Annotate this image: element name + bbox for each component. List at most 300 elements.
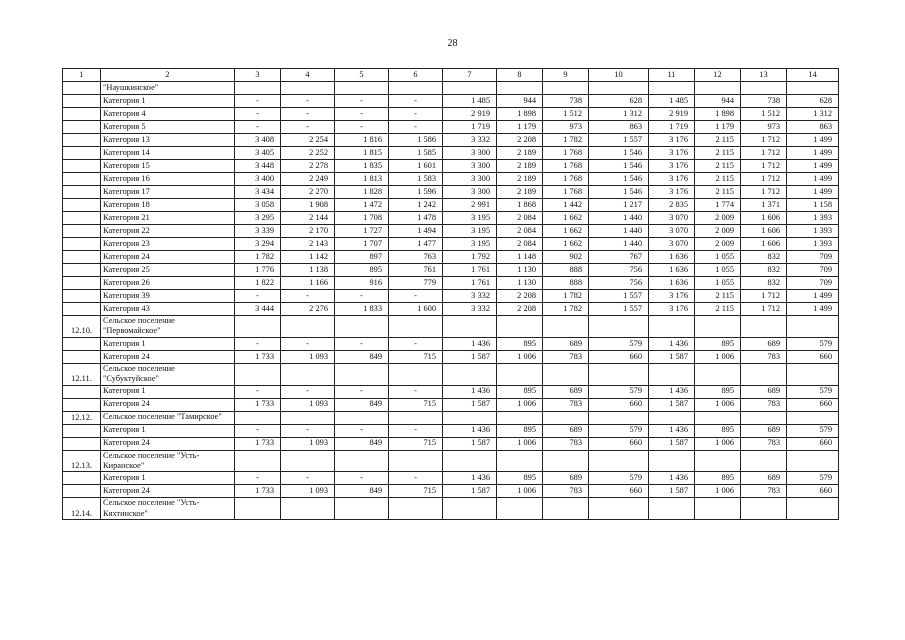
empty-cell — [281, 363, 335, 385]
value-cell: 1 585 — [389, 147, 443, 160]
value-cell: 2 084 — [497, 238, 543, 251]
value-cell: 3 400 — [235, 173, 281, 186]
value-cell: 738 — [543, 95, 589, 108]
empty-cell — [787, 498, 839, 520]
empty-cell — [443, 498, 497, 520]
value-cell: 888 — [543, 277, 589, 290]
empty-cell — [497, 363, 543, 385]
value-cell: 3 176 — [649, 303, 695, 316]
value-cell: 1 093 — [281, 350, 335, 363]
row-number — [63, 121, 101, 134]
value-cell: 1 908 — [281, 199, 335, 212]
value-cell: 895 — [695, 472, 741, 485]
value-cell: - — [281, 95, 335, 108]
value-cell: - — [235, 385, 281, 398]
value-cell: 1 436 — [649, 472, 695, 485]
value-cell: 3 176 — [649, 173, 695, 186]
row-number — [63, 160, 101, 173]
empty-cell — [235, 363, 281, 385]
category-name: Категория 43 — [101, 303, 235, 316]
value-cell: 1 782 — [235, 251, 281, 264]
value-cell: 783 — [741, 437, 787, 450]
row-number — [63, 264, 101, 277]
empty-cell — [543, 363, 589, 385]
value-cell: 689 — [543, 472, 589, 485]
value-cell: 2 170 — [281, 225, 335, 238]
row-number — [63, 199, 101, 212]
value-cell: 1 868 — [497, 199, 543, 212]
value-cell: 1 712 — [741, 147, 787, 160]
value-cell: 849 — [335, 437, 389, 450]
row-number — [63, 95, 101, 108]
value-cell: 2 208 — [497, 134, 543, 147]
value-cell: 1 662 — [543, 212, 589, 225]
value-cell: 660 — [589, 398, 649, 411]
value-cell: 1 148 — [497, 251, 543, 264]
value-cell: 783 — [543, 398, 589, 411]
table-row — [63, 350, 839, 363]
value-cell: 1 499 — [787, 160, 839, 173]
empty-cell — [443, 316, 497, 338]
row-number — [63, 398, 101, 411]
table-row — [63, 212, 839, 225]
value-cell: 660 — [589, 485, 649, 498]
value-cell: 3 332 — [443, 290, 497, 303]
value-cell: 709 — [787, 264, 839, 277]
column-number-header: 5 — [335, 69, 389, 82]
empty-cell — [497, 450, 543, 472]
row-number — [63, 485, 101, 498]
value-cell: 1 440 — [589, 238, 649, 251]
value-cell: 1 719 — [443, 121, 497, 134]
value-cell: 1 733 — [235, 485, 281, 498]
value-cell: - — [335, 95, 389, 108]
value-cell: 1 776 — [235, 264, 281, 277]
value-cell: 1 727 — [335, 225, 389, 238]
empty-cell — [235, 498, 281, 520]
empty-cell — [389, 316, 443, 338]
empty-cell — [741, 363, 787, 385]
empty-cell — [235, 411, 281, 424]
category-name: Категория 16 — [101, 173, 235, 186]
value-cell: - — [335, 424, 389, 437]
value-cell: - — [235, 472, 281, 485]
section-row — [63, 498, 839, 520]
value-cell: 2 919 — [443, 108, 497, 121]
value-cell: 689 — [543, 424, 589, 437]
column-number-header: 3 — [235, 69, 281, 82]
row-number — [63, 134, 101, 147]
value-cell: 1 792 — [443, 251, 497, 264]
value-cell: 579 — [589, 424, 649, 437]
value-cell: 1 600 — [389, 303, 443, 316]
value-cell: 2 115 — [695, 134, 741, 147]
value-cell: 2 189 — [497, 173, 543, 186]
value-cell: 1 587 — [443, 350, 497, 363]
value-cell: 832 — [741, 277, 787, 290]
value-cell: 1 055 — [695, 264, 741, 277]
value-cell: 579 — [787, 385, 839, 398]
row-number — [63, 472, 101, 485]
value-cell: 579 — [589, 385, 649, 398]
category-name: Категория 14 — [101, 147, 235, 160]
value-cell: 1 093 — [281, 485, 335, 498]
value-cell: 1 485 — [443, 95, 497, 108]
value-cell: 895 — [497, 337, 543, 350]
value-cell: 3 448 — [235, 160, 281, 173]
value-cell: 2 252 — [281, 147, 335, 160]
value-cell: 3 408 — [235, 134, 281, 147]
value-cell: 1 546 — [589, 186, 649, 199]
empty-cell — [741, 316, 787, 338]
empty-cell — [335, 450, 389, 472]
value-cell: 1 179 — [695, 121, 741, 134]
value-cell: - — [235, 108, 281, 121]
table-row — [63, 277, 839, 290]
category-name: Категория 26 — [101, 277, 235, 290]
value-cell: 1 546 — [589, 173, 649, 186]
value-cell: - — [281, 424, 335, 437]
value-cell: 689 — [741, 472, 787, 485]
value-cell: - — [281, 108, 335, 121]
section-row — [63, 82, 839, 95]
value-cell: 579 — [787, 337, 839, 350]
value-cell: 1 774 — [695, 199, 741, 212]
table-row — [63, 264, 839, 277]
value-cell: 1 586 — [389, 134, 443, 147]
value-cell: - — [235, 424, 281, 437]
table-header-row — [63, 69, 839, 82]
value-cell: 579 — [589, 472, 649, 485]
value-cell: 1 546 — [589, 147, 649, 160]
empty-cell — [695, 82, 741, 95]
category-name: Категория 13 — [101, 134, 235, 147]
value-cell: 1 242 — [389, 199, 443, 212]
empty-cell — [443, 82, 497, 95]
value-cell: - — [335, 385, 389, 398]
row-number — [63, 108, 101, 121]
value-cell: 1 898 — [497, 108, 543, 121]
value-cell: 973 — [543, 121, 589, 134]
section-row — [63, 411, 839, 424]
value-cell: 1 006 — [497, 437, 543, 450]
row-number — [63, 238, 101, 251]
row-number — [63, 337, 101, 350]
empty-cell — [543, 316, 589, 338]
row-number — [63, 277, 101, 290]
value-cell: 1 312 — [589, 108, 649, 121]
value-cell: 1 557 — [589, 290, 649, 303]
value-cell: 3 176 — [649, 134, 695, 147]
value-cell: - — [335, 290, 389, 303]
value-cell: 579 — [787, 472, 839, 485]
table-row — [63, 199, 839, 212]
value-cell: 1 898 — [695, 108, 741, 121]
empty-cell — [695, 450, 741, 472]
empty-cell — [543, 82, 589, 95]
value-cell: - — [389, 121, 443, 134]
value-cell: 1 761 — [443, 264, 497, 277]
value-cell: 2 208 — [497, 290, 543, 303]
value-cell: 1 636 — [649, 251, 695, 264]
value-cell: 1 587 — [443, 437, 497, 450]
value-cell: 1 546 — [589, 160, 649, 173]
value-cell: 1 512 — [543, 108, 589, 121]
value-cell: 1 130 — [497, 264, 543, 277]
value-cell: 1 557 — [589, 134, 649, 147]
category-name: Категория 1 — [101, 385, 235, 398]
value-cell: 1 712 — [741, 134, 787, 147]
table-row — [63, 238, 839, 251]
value-cell: 1 393 — [787, 212, 839, 225]
value-cell: 1 436 — [649, 385, 695, 398]
value-cell: 715 — [389, 485, 443, 498]
table-row — [63, 337, 839, 350]
value-cell: 3 295 — [235, 212, 281, 225]
empty-cell — [787, 363, 839, 385]
value-cell: 1 587 — [649, 437, 695, 450]
value-cell: 895 — [335, 264, 389, 277]
empty-cell — [741, 450, 787, 472]
value-cell: 1 006 — [497, 485, 543, 498]
value-cell: - — [389, 472, 443, 485]
value-cell: 2 009 — [695, 225, 741, 238]
empty-cell — [589, 411, 649, 424]
value-cell: 1 712 — [741, 173, 787, 186]
value-cell: 2 991 — [443, 199, 497, 212]
category-name: Категория 24 — [101, 437, 235, 450]
table-row — [63, 121, 839, 134]
value-cell: - — [389, 385, 443, 398]
value-cell: - — [389, 108, 443, 121]
value-cell: 1 768 — [543, 147, 589, 160]
value-cell: 1 436 — [443, 472, 497, 485]
row-number — [63, 186, 101, 199]
value-cell: 1 436 — [443, 385, 497, 398]
value-cell: - — [389, 424, 443, 437]
value-cell: 715 — [389, 398, 443, 411]
value-cell: 1 006 — [695, 398, 741, 411]
value-cell: 3 070 — [649, 212, 695, 225]
value-cell: 2 189 — [497, 186, 543, 199]
table-row — [63, 186, 839, 199]
category-name: Категория 17 — [101, 186, 235, 199]
section-row — [63, 363, 839, 385]
empty-cell — [443, 450, 497, 472]
value-cell: 1 499 — [787, 147, 839, 160]
value-cell: 2 115 — [695, 303, 741, 316]
value-cell: 1 768 — [543, 160, 589, 173]
value-cell: 3 176 — [649, 147, 695, 160]
value-cell: 2 208 — [497, 303, 543, 316]
value-cell: 1 733 — [235, 398, 281, 411]
row-number — [63, 225, 101, 238]
value-cell: 1 055 — [695, 277, 741, 290]
value-cell: 715 — [389, 437, 443, 450]
value-cell: 660 — [787, 398, 839, 411]
section-name: Сельское поселение "Субуктуйское" — [101, 363, 235, 385]
value-cell: 3 070 — [649, 238, 695, 251]
row-number — [63, 385, 101, 398]
value-cell: 1 768 — [543, 173, 589, 186]
category-name: Категория 15 — [101, 160, 235, 173]
value-cell: 895 — [497, 385, 543, 398]
value-cell: - — [235, 95, 281, 108]
empty-cell — [543, 450, 589, 472]
value-cell: 1 006 — [695, 485, 741, 498]
column-number-header: 1 — [63, 69, 101, 82]
column-number-header: 10 — [589, 69, 649, 82]
category-name: Категория 21 — [101, 212, 235, 225]
empty-cell — [335, 363, 389, 385]
value-cell: 1 436 — [443, 337, 497, 350]
value-cell: 738 — [741, 95, 787, 108]
section-name: Сельское поселение "Усть-Кяхтинское" — [101, 498, 235, 520]
value-cell: 1 093 — [281, 398, 335, 411]
column-number-header: 7 — [443, 69, 497, 82]
value-cell: 761 — [389, 264, 443, 277]
value-cell: - — [389, 290, 443, 303]
value-cell: 689 — [741, 385, 787, 398]
value-cell: 1 596 — [389, 186, 443, 199]
empty-cell — [695, 498, 741, 520]
table-row — [63, 225, 839, 238]
value-cell: 1 055 — [695, 251, 741, 264]
value-cell: 660 — [589, 437, 649, 450]
value-cell: 1 587 — [649, 398, 695, 411]
value-cell: 1 006 — [695, 437, 741, 450]
value-cell: 2 143 — [281, 238, 335, 251]
value-cell: 863 — [787, 121, 839, 134]
page-number: 28 — [447, 38, 458, 49]
value-cell: 1 494 — [389, 225, 443, 238]
value-cell: 2 835 — [649, 199, 695, 212]
row-number — [63, 437, 101, 450]
empty-cell — [235, 450, 281, 472]
value-cell: 1 712 — [741, 303, 787, 316]
value-cell: 2 249 — [281, 173, 335, 186]
value-cell: 3 300 — [443, 186, 497, 199]
empty-cell — [335, 82, 389, 95]
empty-cell — [787, 316, 839, 338]
value-cell: 1 006 — [497, 398, 543, 411]
value-cell: - — [235, 121, 281, 134]
value-cell: 1 138 — [281, 264, 335, 277]
category-name: Категория 24 — [101, 350, 235, 363]
value-cell: 1 371 — [741, 199, 787, 212]
value-cell: 3 058 — [235, 199, 281, 212]
empty-cell — [649, 363, 695, 385]
value-cell: 2 254 — [281, 134, 335, 147]
value-cell: - — [281, 121, 335, 134]
value-cell: 1 601 — [389, 160, 443, 173]
empty-cell — [695, 316, 741, 338]
value-cell: 1 512 — [741, 108, 787, 121]
value-cell: 895 — [695, 385, 741, 398]
value-cell: 1 006 — [695, 350, 741, 363]
empty-cell — [335, 411, 389, 424]
section-number: 12.12. — [63, 411, 101, 424]
value-cell: 783 — [741, 398, 787, 411]
value-cell: - — [235, 337, 281, 350]
value-cell: 1 606 — [741, 212, 787, 225]
column-number-header: 6 — [389, 69, 443, 82]
row-number — [63, 251, 101, 264]
value-cell: 2 115 — [695, 147, 741, 160]
value-cell: 2 115 — [695, 186, 741, 199]
row-number — [63, 147, 101, 160]
value-cell: 1 712 — [741, 290, 787, 303]
tariff-table — [62, 68, 839, 520]
table-row — [63, 424, 839, 437]
value-cell: 1 477 — [389, 238, 443, 251]
value-cell: 1 393 — [787, 225, 839, 238]
value-cell: - — [281, 290, 335, 303]
value-cell: 3 300 — [443, 160, 497, 173]
value-cell: 689 — [543, 385, 589, 398]
table-row — [63, 398, 839, 411]
section-number — [63, 82, 101, 95]
column-number-header: 2 — [101, 69, 235, 82]
value-cell: 3 195 — [443, 212, 497, 225]
empty-cell — [235, 316, 281, 338]
section-row — [63, 450, 839, 472]
empty-cell — [281, 411, 335, 424]
value-cell: 1 499 — [787, 303, 839, 316]
value-cell: 3 300 — [443, 147, 497, 160]
empty-cell — [787, 82, 839, 95]
value-cell: 767 — [589, 251, 649, 264]
row-number — [63, 212, 101, 225]
table-row — [63, 108, 839, 121]
table-row — [63, 303, 839, 316]
category-name: Категория 4 — [101, 108, 235, 121]
value-cell: 579 — [589, 337, 649, 350]
value-cell: 579 — [787, 424, 839, 437]
category-name: Категория 24 — [101, 251, 235, 264]
value-cell: 1 440 — [589, 212, 649, 225]
value-cell: 3 294 — [235, 238, 281, 251]
table-row — [63, 472, 839, 485]
section-number: 12.11. — [63, 363, 101, 385]
value-cell: 2 189 — [497, 147, 543, 160]
value-cell: 1 782 — [543, 303, 589, 316]
value-cell: 3 176 — [649, 186, 695, 199]
empty-cell — [281, 316, 335, 338]
empty-cell — [589, 450, 649, 472]
value-cell: - — [389, 337, 443, 350]
value-cell: 1 499 — [787, 173, 839, 186]
value-cell: 897 — [335, 251, 389, 264]
value-cell: 1 583 — [389, 173, 443, 186]
empty-cell — [589, 316, 649, 338]
empty-cell — [543, 498, 589, 520]
value-cell: 783 — [543, 437, 589, 450]
value-cell: 1 142 — [281, 251, 335, 264]
value-cell: 1 816 — [335, 134, 389, 147]
value-cell: - — [335, 472, 389, 485]
value-cell: 3 195 — [443, 238, 497, 251]
value-cell: 1 499 — [787, 134, 839, 147]
value-cell: 1 485 — [649, 95, 695, 108]
category-name: Категория 25 — [101, 264, 235, 277]
value-cell: - — [281, 385, 335, 398]
row-number — [63, 290, 101, 303]
value-cell: 1 093 — [281, 437, 335, 450]
column-number-header: 13 — [741, 69, 787, 82]
empty-cell — [589, 363, 649, 385]
value-cell: 944 — [497, 95, 543, 108]
